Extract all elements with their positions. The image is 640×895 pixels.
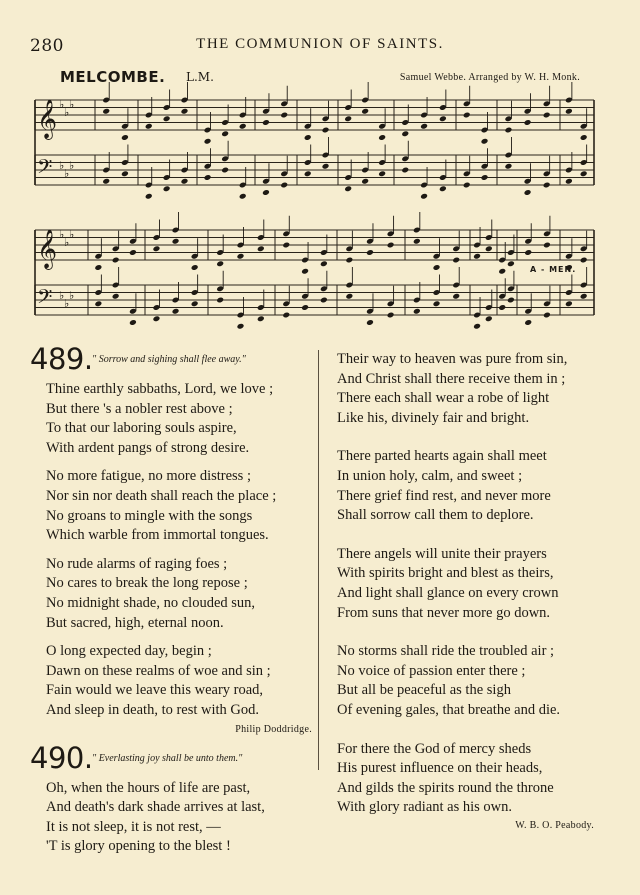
notehead [420,193,428,200]
hymn-number: 490. [30,740,93,775]
notehead [481,174,489,181]
notehead [301,268,309,275]
notehead [524,249,532,256]
stanza [46,467,312,545]
stanza [337,447,602,525]
verse-line: Shall sorrow call them to deplore. [337,507,534,524]
verse-line: No more fatigue, no more distress ; [46,468,251,485]
verse-line: But there 's a nobler rest above ; [46,400,233,417]
notehead [565,178,573,185]
verse-line: Of evening gales, that breathe and die. [337,701,561,718]
stanza [46,555,312,633]
notehead [580,134,588,141]
notehead [112,257,120,264]
notehead [401,167,409,174]
verse-line: It is not sleep, it is not rest, — [46,818,221,835]
notehead [121,134,129,141]
notehead [366,249,374,256]
notehead [257,315,265,322]
notehead [498,304,506,311]
flat-icon: ♭ [59,159,65,172]
hymn-epigraph: " Everlasting joy shall be unto them." [92,752,243,764]
hymn-490-header [30,740,312,779]
author-attribution: Philip Doddridge. [235,723,312,735]
notehead [505,163,513,170]
notehead [282,242,290,249]
notehead [507,260,515,267]
verse-line: For there the God of mercy sheds [337,740,532,757]
hymn-489-header [30,342,312,380]
notehead [221,130,229,137]
verse-line: Fain would we leave this weary road, [46,682,264,699]
verse-line: And light shall glance on every crown [337,584,559,601]
left-column [30,342,312,866]
notehead [344,185,352,192]
author-attribution: W. B. O. Peabody. [515,819,594,831]
notehead [507,297,515,304]
notehead [344,115,352,122]
notehead [301,304,309,311]
flat-icon: ♭ [64,297,70,310]
notehead [145,123,153,130]
notehead [361,108,369,115]
notehead [153,315,161,322]
notehead [463,182,471,189]
stanza [337,545,602,623]
notehead [439,115,447,122]
notehead [320,297,328,304]
treble-clef-icon: 𝄞 [37,229,58,269]
verse-line: Nor sin nor death shall reach the place ; [46,487,277,504]
verse-line: No cares to break the long repose ; [46,575,248,592]
notehead [543,182,551,189]
notehead [304,170,312,177]
verse-line: Oh, when the hours of life are past, [46,779,251,796]
notehead [345,293,353,300]
treble-clef-icon: 𝄞 [37,99,58,139]
notehead [204,174,212,181]
notehead [129,319,137,326]
notehead [543,312,551,319]
notehead [239,193,247,200]
verse-line: There grief find rest, and never more [337,487,551,504]
verse-line: And death's dark shade arrives at last, [46,799,265,816]
stanza [46,642,312,720]
notehead [94,300,102,307]
running-title: THE COMMUNION OF SAINTS. [196,36,444,52]
flat-icon: ♭ [59,228,65,241]
notehead [524,189,532,196]
notehead [473,253,481,260]
notehead [366,319,374,326]
notehead [452,257,460,264]
stanza [337,350,602,428]
notehead [191,300,199,307]
notehead [580,170,588,177]
verse-line: There each shall wear a robe of light [337,390,550,407]
tune-name: MELCOMBE. [60,68,166,86]
notehead [304,134,312,141]
notehead [452,293,460,300]
verse-line: No groans to mingle with the songs [46,507,253,524]
notehead [262,189,270,196]
verse-line: There parted hearts again shall meet [337,448,547,465]
notehead [322,127,330,134]
notehead [473,323,481,330]
notehead [257,245,265,252]
notehead [481,138,489,145]
verse-line: In union holy, calm, and sweet ; [337,467,523,484]
notehead [413,308,421,315]
bass-clef-icon: 𝄢 [37,285,53,313]
notehead [498,268,506,275]
verse-line: With glory radiant as his own. [337,799,512,816]
notehead [121,170,129,177]
verse-line: No rude alarms of raging foes ; [46,555,228,572]
stanza [46,380,312,458]
notehead [163,115,171,122]
verse-line: Thine earthly sabbaths, Lord, we love ; [46,381,274,397]
notehead [378,170,386,177]
verse-line: Like his, divinely fair and bright. [337,409,530,426]
notehead [580,293,588,300]
verse-line: And Christ shall there receive them in ; [337,370,566,387]
notehead [221,167,229,174]
notehead [181,108,189,115]
flat-icon: ♭ [64,106,70,119]
verse-line: From suns that never more go down. [337,604,551,621]
notehead [345,257,353,264]
notehead [262,119,270,126]
flat-icon: ♭ [69,289,75,302]
notehead [439,185,447,192]
notehead [237,323,245,330]
verse-line: 'T is glory opening to the blest ! [46,838,231,855]
notehead [280,182,288,189]
stanza [337,642,602,720]
verse-line: No midnight shade, no clouded sun, [46,594,256,611]
notehead [191,264,199,271]
notehead [387,242,395,249]
notehead [102,178,110,185]
verse-line: And gilds the spirits round the throne [337,779,554,796]
notehead [204,138,212,145]
music-score [0,0,640,340]
verse-line: No storms shall ride the troubled air ; [337,643,555,660]
notehead [237,253,245,260]
flat-icon: ♭ [59,289,65,302]
notehead [420,123,428,130]
hymn-number: 489. [30,342,93,376]
flat-icon: ♭ [69,228,75,241]
stanza [337,740,602,818]
verse-line: And sleep in death, to rest with God. [46,701,260,718]
notehead [129,249,137,256]
notehead [543,112,551,119]
notehead [565,108,573,115]
verse-line: O long expected day, begin ; [46,643,212,660]
notehead [216,260,224,267]
verse-line: There angels will unite their prayers [337,545,547,562]
bass-clef-icon: 𝄢 [37,155,53,183]
notehead [102,108,110,115]
notehead [413,238,421,245]
notehead [433,264,441,271]
verse-line: No voice of passion enter there ; [337,662,526,679]
verse-line: Which warble from immortal tongues. [46,527,269,544]
notehead [378,134,386,141]
tune-credit: Samuel Webbe. Arranged by W. H. Monk. [399,72,580,83]
notehead [401,130,409,137]
notehead [320,260,328,267]
notehead [163,185,171,192]
verse-line: Dawn on these realms of woe and sin ; [46,662,271,679]
verse-line: His purest influence on their heads, [337,760,543,777]
verse-line: With ardent pangs of strong desire. [46,439,250,456]
notehead [145,193,153,200]
notehead [280,112,288,119]
notehead [524,119,532,126]
flat-icon: ♭ [59,98,65,111]
notehead [505,127,513,134]
verse-line: Their way to heaven was pure from sin, [337,351,568,367]
notehead [172,238,180,245]
notehead [94,264,102,271]
column-divider [318,350,319,770]
verse-line: With spirits bright and blest as theirs, [337,565,554,582]
notehead [172,308,180,315]
notehead [565,300,573,307]
flat-icon: ♭ [69,98,75,111]
hymn-epigraph: " Sorrow and sighing shall flee away." [92,354,246,365]
notehead [485,315,493,322]
flat-icon: ♭ [64,167,70,180]
notehead [216,297,224,304]
notehead [181,178,189,185]
notehead [112,293,120,300]
notehead [322,163,330,170]
notehead [580,257,588,264]
right-column [337,350,602,841]
notehead [361,178,369,185]
notehead [387,312,395,319]
amen-label: A - MEN. [530,265,577,274]
notehead [239,123,247,130]
notehead [282,312,290,319]
notehead [433,300,441,307]
verse-line: But sacred, high, eternal noon. [46,614,224,631]
notehead [153,245,161,252]
verse-line: But all be peaceful as the sigh [337,682,511,699]
notehead [524,319,532,326]
page-number: 280 [30,36,64,56]
notehead [485,245,493,252]
notehead [463,112,471,119]
flat-icon: ♭ [69,159,75,172]
tune-meter: L.M. [186,70,214,84]
verse-line: To that our laboring souls aspire, [46,420,237,437]
flat-icon: ♭ [64,236,70,249]
stanza [46,779,312,857]
notehead [543,242,551,249]
